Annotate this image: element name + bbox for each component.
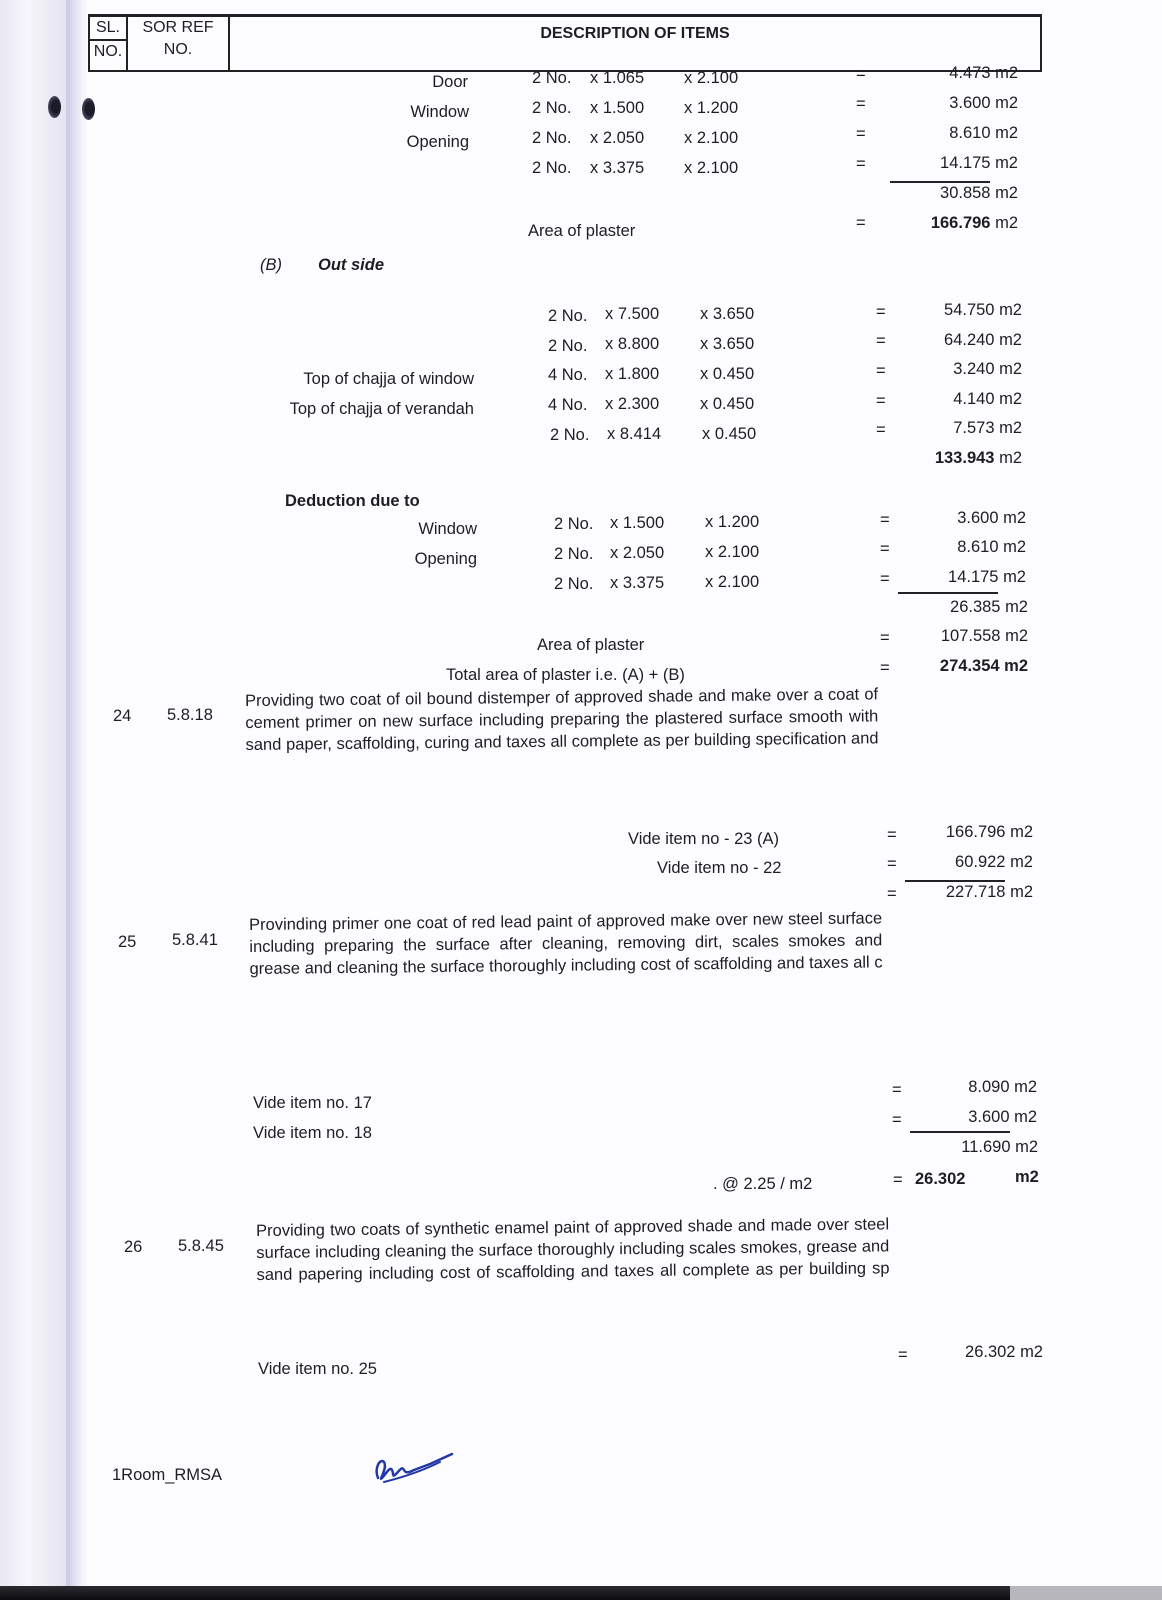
row-length: x 1.065 [590, 69, 645, 87]
vide-value: 166.796 m2 [945, 823, 1033, 841]
total-area-value: 274.354 m2 [939, 657, 1028, 675]
row-nos: 2 No. [548, 307, 588, 325]
row-length: x 2.050 [590, 129, 645, 147]
row-height: x 1.200 [684, 99, 739, 117]
row-equals: = [876, 421, 886, 439]
item-sl-no: 25 [118, 933, 137, 951]
section-b-tag: (B) [260, 256, 282, 274]
header-description: DESCRIPTION OF ITEMS [540, 25, 730, 42]
row-value: 14.175 m2 [940, 154, 1018, 172]
header-sor-ref-line2: NO. [163, 41, 193, 58]
item-total-equals: = [887, 885, 897, 903]
item-description: Providing two coat of oil bound distemper of approved shade and make over a coat of cement primer on new surface including preparing the plastered surface smooth with sand paper, scaffolding, curing and taxes all complete as per building specification and [245, 685, 879, 754]
row-length: x 7.500 [605, 305, 660, 323]
item-total-value: 227.718 m2 [945, 883, 1033, 901]
outside-total-unit: m2 [999, 449, 1022, 467]
vide-equals: = [898, 1346, 908, 1364]
item-description: Provinding primer one coat of red lead paint of approved make over new steel surface including preparing the surface after cleaning, removing dirt, scales smokes and grease and cleaning the surface thoroughly including cost of scaffolding and taxes all c [249, 909, 883, 978]
row-equals: = [876, 332, 886, 350]
binder-margin [0, 0, 68, 1600]
punch-hole-icon [48, 96, 61, 118]
row-nos: 2 No. [532, 129, 572, 147]
vide-label: Vide item no. 25 [258, 1360, 377, 1378]
row-nos: 4 No. [548, 396, 588, 414]
row-length: x 3.375 [610, 574, 665, 592]
row-equals: = [856, 65, 866, 83]
vide-value: 3.600 m2 [968, 1108, 1037, 1126]
sum-divider [898, 592, 998, 594]
outside-total-number: 133.943 [934, 449, 995, 467]
row-height: x 2.100 [705, 543, 760, 561]
inside-area-unit: m2 [995, 214, 1018, 232]
row-nos: 2 No. [548, 337, 588, 355]
vide-equals: = [887, 826, 897, 844]
row-label: Top of chajja of verandah [289, 400, 474, 418]
inside-area-equals: = [856, 214, 866, 232]
row-label: Top of chajja of window [303, 370, 474, 388]
header-sor-ref [128, 17, 230, 70]
vide-equals: = [887, 855, 897, 873]
row-height: x 0.450 [702, 425, 757, 443]
row-equals: = [880, 540, 890, 558]
deduction-heading: Deduction due to [285, 492, 420, 510]
outside-area-label: Area of plaster [537, 636, 645, 654]
row-height: x 2.100 [684, 129, 739, 147]
vide-label: Vide item no - 22 [657, 859, 782, 877]
table-header [88, 14, 1042, 72]
section-b-title: Out side [318, 256, 385, 274]
signature-icon [370, 1448, 460, 1488]
vide-value: 8.090 m2 [968, 1078, 1037, 1096]
row-value: 64.240 m2 [944, 331, 1022, 349]
rate-amount: 26.302 [915, 1170, 966, 1188]
scan-bottom-edge [0, 1586, 1162, 1600]
row-label: Opening [414, 550, 477, 568]
row-length: x 8.414 [607, 425, 662, 443]
rate-unit: m2 [1015, 1168, 1039, 1186]
vide-equals: = [892, 1081, 902, 1099]
row-value: 7.573 m2 [953, 419, 1022, 437]
row-nos: 2 No. [532, 99, 572, 117]
item-sor-ref: 5.8.18 [167, 706, 213, 724]
row-value: 3.240 m2 [953, 360, 1022, 378]
row-height: x 3.650 [700, 335, 755, 353]
row-height: x 1.200 [705, 513, 760, 531]
vide-label: Vide item no. 17 [253, 1094, 372, 1112]
row-label: Window [410, 103, 469, 121]
row-height: x 0.450 [700, 395, 755, 413]
row-nos: 2 No. [554, 545, 594, 563]
row-equals: = [876, 392, 886, 410]
row-length: x 1.500 [590, 99, 645, 117]
inside-area-value [931, 213, 1018, 233]
row-length: x 8.800 [605, 335, 660, 353]
item-subtotal: 11.690 m2 [961, 1138, 1038, 1156]
row-nos: 2 No. [532, 159, 572, 177]
vide-value: 26.302 m2 [965, 1343, 1043, 1361]
row-height: x 2.100 [684, 159, 739, 177]
row-height: x 0.450 [700, 365, 755, 383]
row-equals: = [856, 125, 866, 143]
inside-area-number: 166.796 [930, 214, 991, 232]
outside-deduction-total: 26.385 m2 [950, 598, 1028, 616]
inside-deduction-total: 30.858 m2 [940, 184, 1018, 202]
scan-bottom-edge-light [1010, 1586, 1162, 1600]
row-length: x 1.500 [610, 514, 665, 532]
sum-divider [910, 1131, 1010, 1133]
inside-area-label: Area of plaster [528, 222, 636, 240]
rate-equals: = [893, 1171, 903, 1189]
row-label: Door [432, 73, 468, 91]
row-nos: 4 No. [548, 366, 588, 384]
row-value: 8.610 m2 [949, 124, 1018, 142]
header-sor-ref-line1: SOR REF [142, 19, 214, 36]
row-equals: = [856, 155, 866, 173]
row-label: Window [418, 520, 477, 538]
row-equals: = [880, 511, 890, 529]
row-label: Opening [406, 133, 469, 151]
item-sor-ref: 5.8.41 [172, 931, 218, 949]
total-area-equals: = [880, 659, 890, 677]
punch-hole-icon [82, 98, 95, 120]
item-sl-no: 26 [124, 1238, 143, 1256]
footer-doc-name: 1Room_RMSA [112, 1466, 223, 1484]
row-height: x 2.100 [705, 573, 760, 591]
rate-label: . @ 2.25 / m2 [713, 1175, 813, 1193]
outside-area-equals: = [880, 629, 890, 647]
item-sor-ref: 5.8.45 [178, 1237, 224, 1255]
row-height: x 3.650 [700, 305, 755, 323]
header-sl-no-line1: SL. [95, 19, 120, 36]
row-height: x 2.100 [684, 69, 739, 87]
row-value: 3.600 m2 [957, 509, 1026, 527]
vide-equals: = [892, 1111, 902, 1129]
header-sl-no-line2: NO. [90, 39, 126, 63]
row-nos: 2 No. [532, 69, 572, 87]
row-value: 4.473 m2 [949, 64, 1018, 82]
outside-total [935, 448, 1022, 468]
row-nos: 2 No. [554, 515, 594, 533]
page-edge-shadow [70, 0, 90, 1600]
row-length: x 2.300 [605, 395, 660, 413]
row-value: 14.175 m2 [948, 568, 1026, 586]
row-nos: 2 No. [554, 575, 594, 593]
row-value: 8.610 m2 [957, 538, 1026, 556]
total-area-label: Total area of plaster i.e. (A) + (B) [446, 666, 685, 684]
row-equals: = [880, 570, 890, 588]
row-value: 54.750 m2 [944, 301, 1022, 319]
vide-value: 60.922 m2 [955, 853, 1033, 871]
outside-area-value: 107.558 m2 [940, 627, 1028, 645]
vide-label: Vide item no - 23 (A) [628, 830, 780, 848]
item-sl-no: 24 [113, 707, 132, 725]
row-length: x 1.800 [605, 365, 660, 383]
item-description: Providing two coats of synthetic enamel paint of approved shade and made over steel surface including cleaning the surface thoroughly including scales smokes, grease and sand papering including cost of scaffolding and taxes all complete as per building sp [256, 1215, 890, 1284]
row-equals: = [856, 95, 866, 113]
row-value: 3.600 m2 [949, 94, 1018, 112]
row-length: x 2.050 [610, 544, 665, 562]
row-nos: 2 No. [550, 426, 590, 444]
row-length: x 3.375 [590, 159, 645, 177]
row-equals: = [876, 303, 886, 321]
header-sl-no [90, 17, 128, 70]
vide-label: Vide item no. 18 [253, 1124, 372, 1142]
row-value: 4.140 m2 [953, 390, 1022, 408]
row-equals: = [876, 362, 886, 380]
